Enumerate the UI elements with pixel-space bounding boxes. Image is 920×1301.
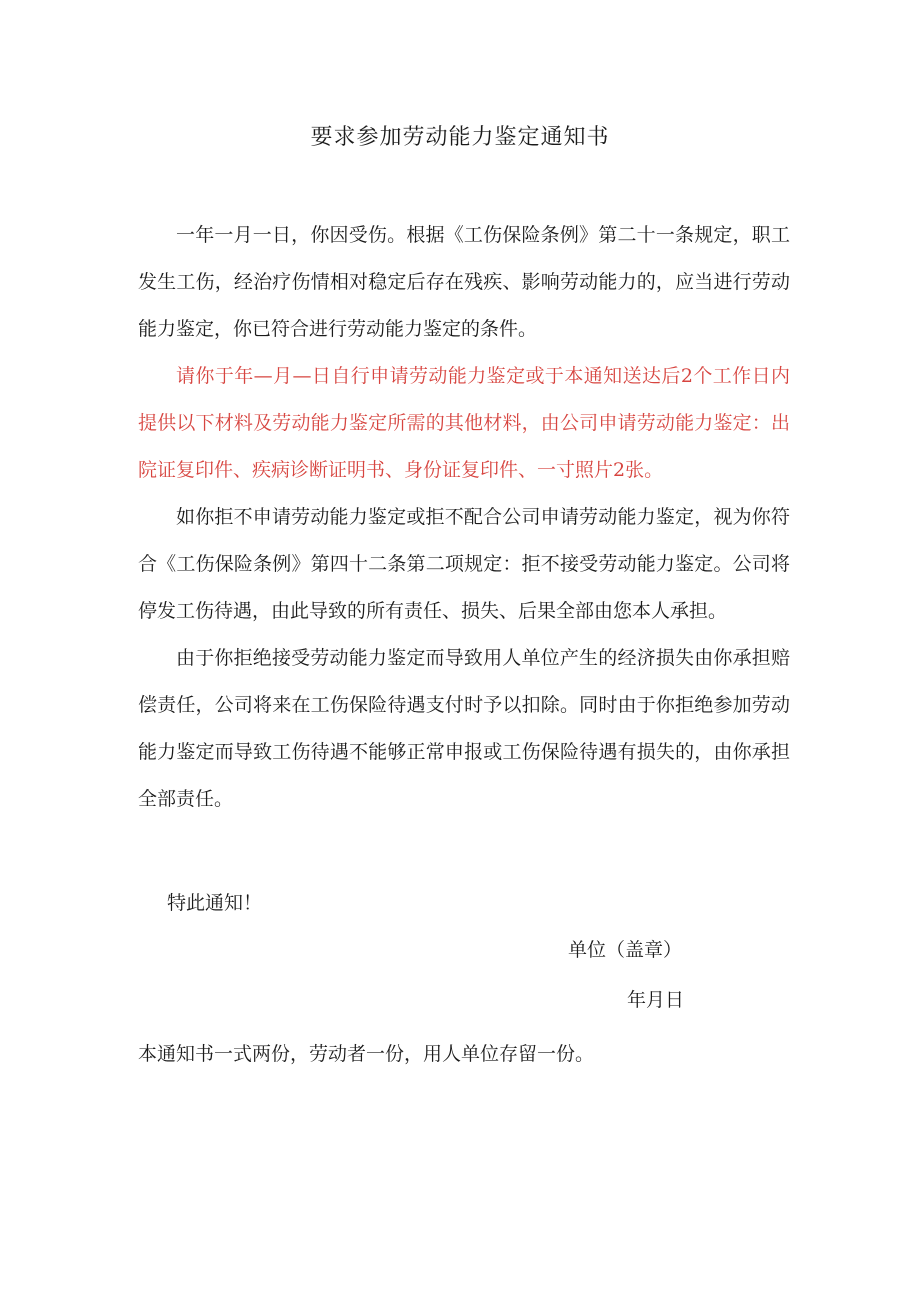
copies-note: 本通知书一式两份，劳动者一份，用人单位存留一份。 (138, 1043, 595, 1065)
date-label: 年月日 (627, 989, 685, 1011)
document-title: 要求参加劳动能力鉴定通知书 (310, 125, 610, 150)
paragraph-liability: 由于你拒绝接受劳动能力鉴定而导致用人单位产生的经济损失由你承担赔偿责任，公司将来在工伤保险待遇支付时予以扣除。同时由于你拒绝参加劳动能力鉴定而导致工伤待遇不能够正常申报或工伤保险待遇有损失的，由你承担全部责任。 (138, 647, 790, 810)
paragraph-materials-request: 请你于年—月—日自行申请劳动能力鉴定或于本通知送达后2个工作日内提供以下材料及劳动能力鉴定所需的其他材料，由公司申请劳动能力鉴定：出院证复印件、疾病诊断证明书、身份证复印件、一寸照片2张。 (138, 365, 790, 481)
unit-seal-label: 单位（盖章） (568, 939, 683, 961)
paragraph-refusal-consequence: 如你拒不申请劳动能力鉴定或拒不配合公司申请劳动能力鉴定，视为你符合《工伤保险条例》第四十二条第二项规定：拒不接受劳动能力鉴定。公司将停发工伤待遇，由此导致的所有责任、损失、后果全部由您本人承担。 (138, 506, 790, 622)
closing-notice: 特此通知！ (167, 892, 263, 914)
paragraph-injury-basis: 一年一月一日，你因受伤。根据《工伤保险条例》第二十一条规定，职工发生工伤，经治疗伤情相对稳定后存在残疾、影响劳动能力的，应当进行劳动能力鉴定，你已符合进行劳动能力鉴定的条件。 (138, 224, 790, 340)
document-body (138, 212, 790, 823)
